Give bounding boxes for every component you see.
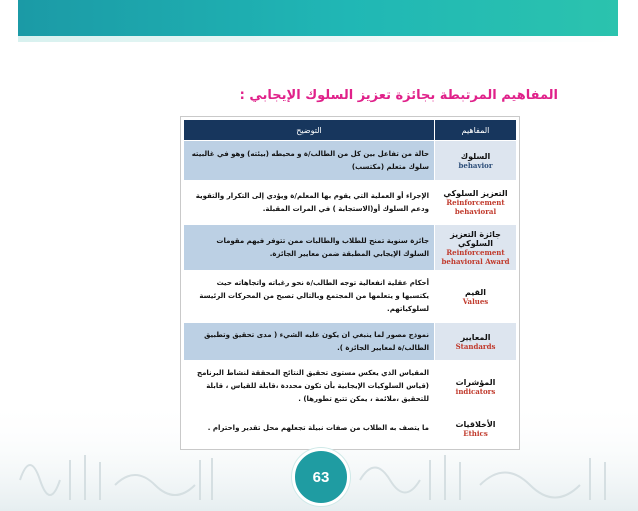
description-cell: أحكام عقلية انفعالية توجه الطالب/ة نحو رغباته واتجاهاته حيث يكتسبها و يتعلمها من المجتمع وبالتالي تصبح من المحركات الرئيسة لسلوكياتهم. [184,271,435,323]
concept-english: Values [462,296,489,306]
table-row [184,323,517,361]
concept-cell [435,181,517,225]
concept-cell [435,413,517,445]
concept-cell [435,361,517,413]
header-concepts: المفاهيم [435,120,517,141]
concept-cell [435,271,517,323]
description-cell: الإجراء أو العملية التي يقوم بها المعلم/ة ويؤدي إلى التكرار والتقوية ودعم السلوك أو(الاستجابة ) في المرات المقبلة. [184,181,435,225]
description-cell: جائزة سنوية تمنح للطلاب والطالبات ممن تتوفر فيهم مقومات السلوك الإيجابي المطبقة ضمن معايير الجائزة. [184,225,435,271]
header-explanation: التوضيح [184,120,435,141]
table-row [184,141,517,181]
concept-arabic: الأخلاقيات [455,419,496,429]
table-row [184,361,517,413]
table-header-row [184,120,517,141]
concept-arabic: المعايير [460,332,491,342]
concept-arabic: جائزة التعزيز السلوكي [450,229,501,248]
description-cell: حالة من تفاعل بين كل من الطالب/ة و محيطه (بيئته) وهو في غالبيته سلوك متعلم (مكتسب) [184,141,435,181]
concepts-table-frame [180,116,520,450]
description-cell: ما يتصف به الطلاب من صفات نبيلة تجعلهم محل تقدير واحترام . [184,413,435,445]
page-number-badge: 63 [292,448,350,506]
description-cell: نموذج مصور لما ينبغي ان يكون عليه الشيء ( مدى تحقيق وتطبيق الطالب/ة لمعايير الجائزة ). [184,323,435,361]
table-row [184,413,517,445]
concept-cell [435,141,517,181]
concept-cell [435,225,517,271]
concept-arabic: المؤشرات [455,377,496,387]
concept-english: behavior [458,160,493,170]
table-row [184,271,517,323]
slide-heading: المفاهيم المرتبطة بجائزة تعزيز السلوك الإيجابي : [239,88,558,103]
concept-arabic: التعزيز السلوكي [443,189,508,198]
concept-english: indicators [455,386,496,396]
concept-arabic: القيم [464,287,487,297]
concept-english: Ethics [463,428,488,438]
concept-arabic: السلوك [460,151,491,161]
concepts-table [183,119,517,445]
concept-english: Standards [455,341,496,351]
concept-cell [435,323,517,361]
concept-english: Reinforcement behavioral [446,198,505,216]
description-cell: المقياس الذي يعكس مستوى تحقيق النتائج المحققة لنشاط البرنامج (قياس السلوكيات الإيجابية بأن تكون محددة ،قابلة للقياس ، قابلة للتحقيق ،ملائمة ، يمكن تتبع تطورها) . [184,361,435,413]
table-row [184,225,517,271]
concept-english: Reinforcement behavioral Award [441,247,510,266]
top-banner [18,0,618,36]
table-row [184,181,517,225]
